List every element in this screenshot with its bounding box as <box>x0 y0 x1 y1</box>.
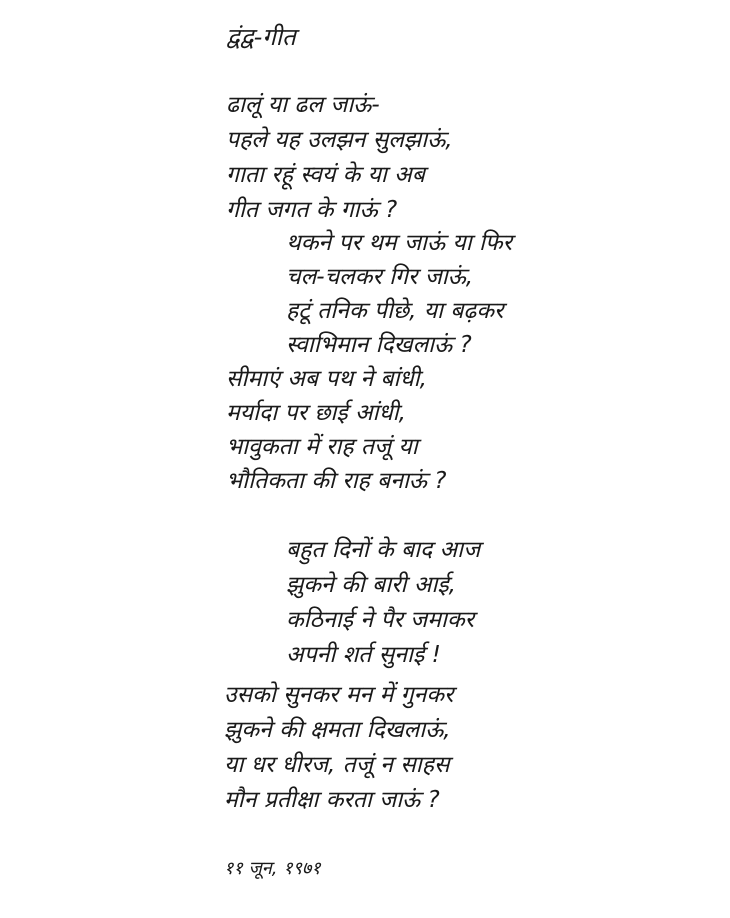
poem-line: ढालूं या ढल जाऊं- <box>226 92 380 118</box>
poem-line: सीमाएं अब पथ ने बांधी, <box>226 366 427 392</box>
poem-line: कठिनाई ने पैर जमाकर <box>286 607 475 633</box>
poem-line: भावुकता में राह तजूं या <box>226 434 418 460</box>
poem-line: भौतिकता की राह बनाऊं ? <box>226 468 447 494</box>
poem-line: झुकने की बारी आई, <box>286 572 456 598</box>
poem-line: गाता रहूं स्वयं के या अब <box>226 162 425 188</box>
poem-title: द्वंद्व-गीत <box>226 23 296 51</box>
poem-line: स्वाभिमान दिखलाऊं ? <box>286 332 472 358</box>
poem-line: उसको सुनकर मन में गुनकर <box>224 682 454 708</box>
poem-line: हटूं तनिक पीछे, या बढ़कर <box>286 298 504 324</box>
poem-line: मौन प्रतीक्षा करता जाऊं ? <box>224 787 440 813</box>
poem-line: झुकने की क्षमता दिखलाऊं, <box>224 717 451 743</box>
poem-line: बहुत दिनों के बाद आज <box>286 537 481 563</box>
poem-date: ११ जून, १९७१ <box>224 858 321 879</box>
poem-line: मर्यादा पर छाई आंधी, <box>226 400 406 426</box>
poem-line: थकने पर थम जाऊं या फिर <box>286 230 513 256</box>
poem-line: अपनी शर्त सुनाई ! <box>286 642 441 668</box>
poem-line: चल-चलकर गिर जाऊं, <box>286 264 474 290</box>
poem-line: पहले यह उलझन सुलझाऊं, <box>226 127 453 153</box>
poem-line: गीत जगत के गाऊं ? <box>226 197 398 223</box>
poem-line: या धर धीरज, तजूं न साहस <box>224 752 450 778</box>
